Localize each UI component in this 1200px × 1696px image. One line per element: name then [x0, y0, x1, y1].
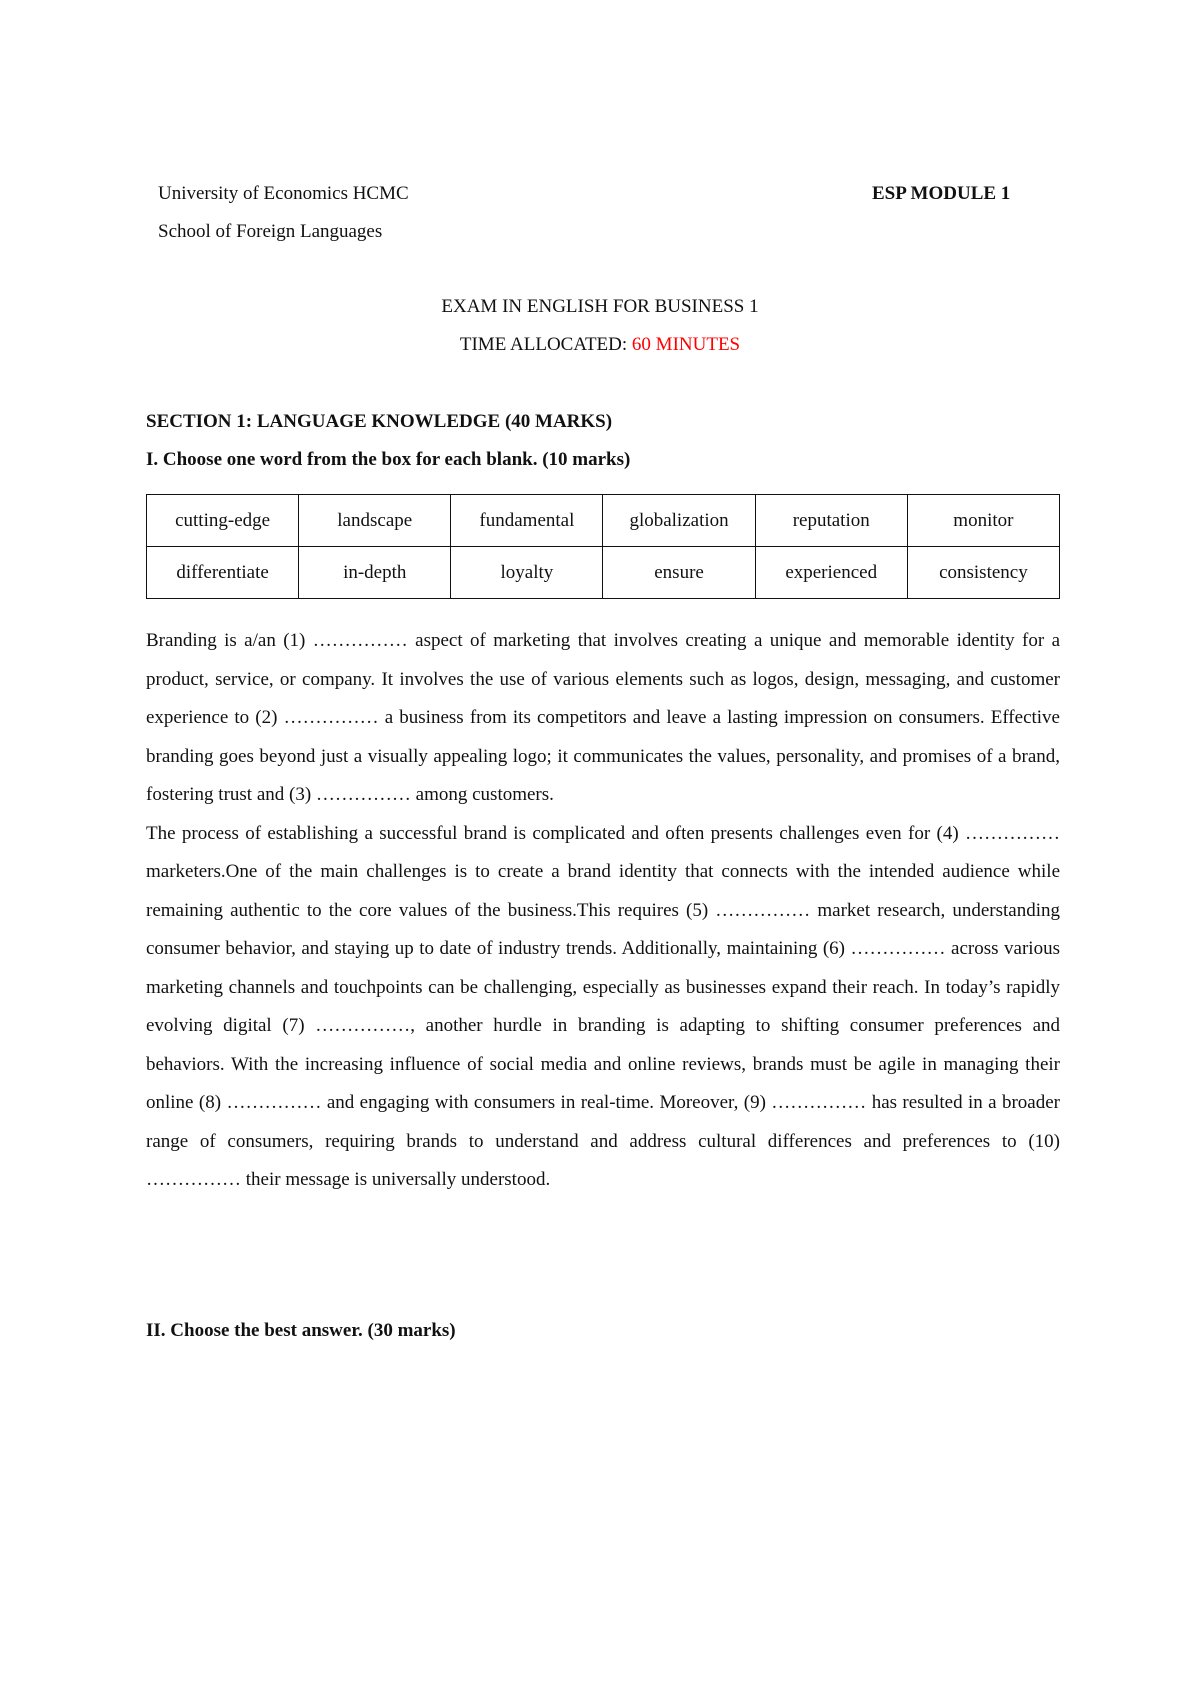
time-label: TIME ALLOCATED: [459, 334, 632, 355]
word-cell: landscape [299, 495, 451, 547]
word-cell: globalization [603, 495, 755, 547]
word-cell: cutting-edge [147, 495, 299, 547]
word-cell: differentiate [147, 547, 299, 599]
module-label: ESP MODULE 1 [872, 183, 1011, 204]
passage-paragraph: The process of establishing a successful brand is complicated and often presents challenges even for (4) …………… marketers.One of the main challenges is to create a brand identity that connects with the intended audience while remaining authentic to the core values of the business.This requires (5) …………… market research, understanding consumer behavior, and staying up to date of industry trends. Additionally, maintaining (6) …………… across various marketing channels and touchpoints can be challenging, especially as businesses expand their reach. In today’s rapidly evolving digital (7) ……………, another hurdle in branding is adapting to shifting consumer preferences and behaviors. With the increasing influence of social media and online reviews, brands must be agile in managing their online (8) …………… and engaging with consumers in real-time. Moreover, (9) …………… has resulted in a broader range of consumers, requiring brands to understand and address cultural differences and preferences to (10) …………… their message is universally understood. [146, 822, 1060, 1190]
word-cell: loyalty [451, 547, 603, 599]
passage-paragraph: Branding is a/an (1) …………… aspect of marketing that involves creating a unique and memorable identity for a product, service, or company. It involves the use of various elements such as logos, design, messaging, and customer experience to (2) …………… a business from its competitors and leave a lasting impression on consumers. Effective branding goes beyond just a visually appealing logo; it communicates the values, personality, and promises of a brand, fostering trust and (3) …………… among customers. [146, 630, 1060, 805]
word-cell: ensure [603, 547, 755, 599]
cloze-passage [146, 622, 1060, 1200]
word-cell: experienced [755, 547, 907, 599]
word-cell: in-depth [299, 547, 451, 599]
word-box-row [147, 547, 1060, 599]
university-name: University of Economics HCMC [158, 183, 409, 204]
word-box-row [147, 495, 1060, 547]
exam-title: EXAM IN ENGLISH FOR BUSINESS 1 [441, 296, 759, 317]
time-value: 60 MINUTES [631, 334, 741, 355]
institution-header [158, 175, 409, 251]
word-cell: consistency [907, 547, 1059, 599]
word-cell: reputation [755, 495, 907, 547]
section-1 [146, 403, 630, 479]
exam-title-block [0, 288, 1200, 364]
part-1-instruction: I. Choose one word from the box for each blank. (10 marks) [146, 449, 631, 470]
school-name: School of Foreign Languages [158, 221, 383, 242]
section-1-heading: SECTION 1: LANGUAGE KNOWLEDGE (40 MARKS) [146, 411, 613, 432]
time-allocated [0, 326, 1200, 364]
word-cell: fundamental [451, 495, 603, 547]
part-2-instruction: II. Choose the best answer. (30 marks) [146, 1320, 456, 1341]
word-cell: monitor [907, 495, 1059, 547]
word-box [146, 494, 1060, 599]
